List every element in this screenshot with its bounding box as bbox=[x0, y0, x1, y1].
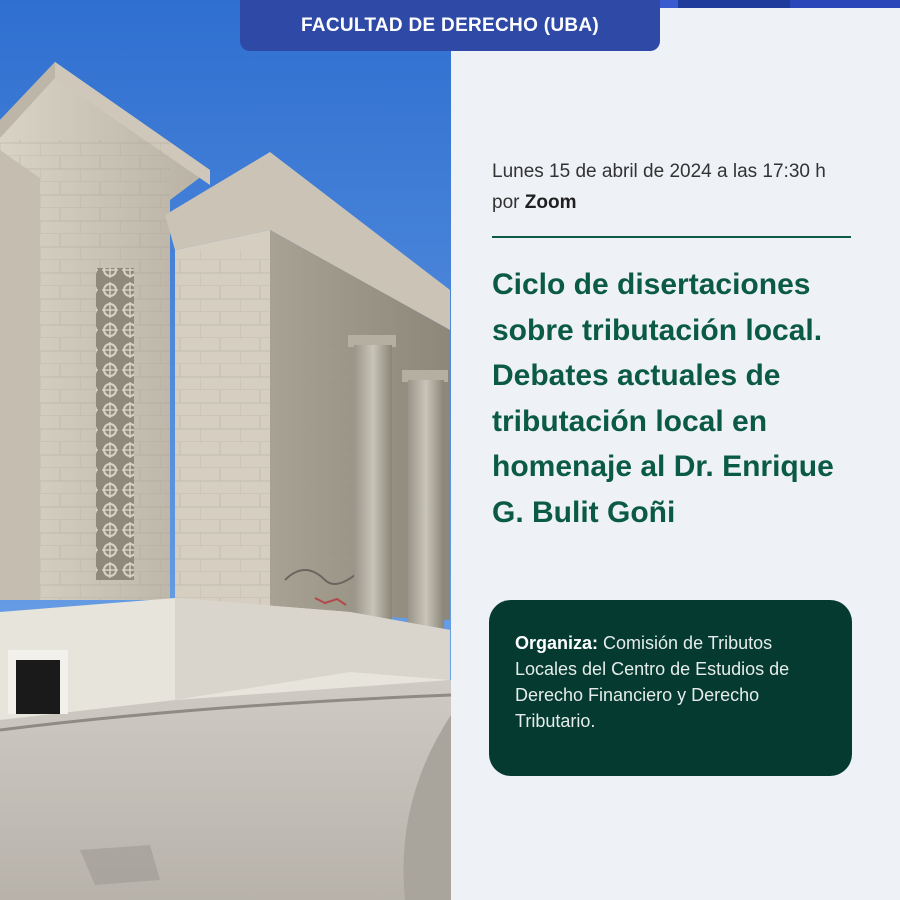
platform-name: Zoom bbox=[524, 192, 577, 213]
organizer-label: Organiza: bbox=[515, 633, 599, 653]
organizer-text: Comisión de Tributos Locales del Centro de Estudios de Derecho Financiero y Derecho Tributario. bbox=[515, 633, 790, 731]
event-date-text: Lunes 15 de abril de 2024 a las 17:30 h bbox=[492, 161, 826, 182]
organizer-card bbox=[489, 600, 852, 776]
section-divider bbox=[492, 236, 851, 238]
faculty-header-badge: FACULTAD DE DERECHO (UBA) bbox=[240, 0, 660, 51]
platform-prefix: por bbox=[492, 192, 520, 213]
event-title: Ciclo de disertaciones sobre tributación local. Debates actuales de tributación local en homenaje al Dr. Enrique G. Bulit Goñi bbox=[492, 268, 834, 529]
event-date bbox=[492, 156, 882, 218]
